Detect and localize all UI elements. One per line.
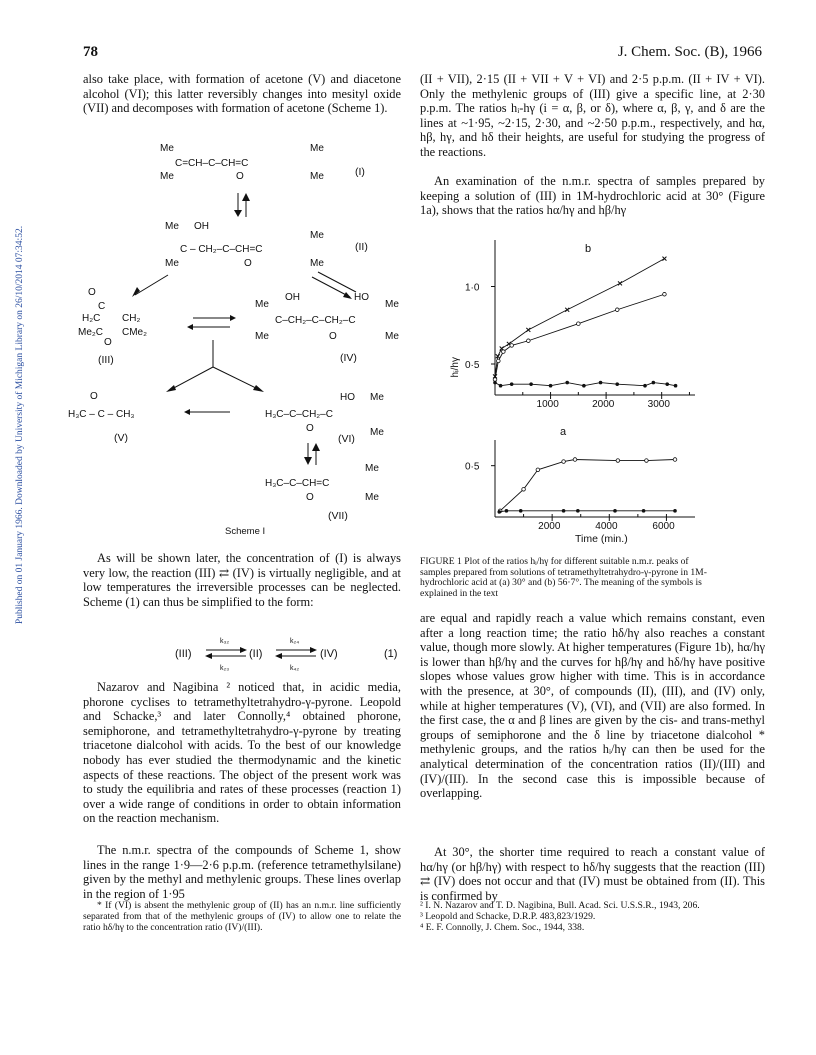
data-point <box>652 381 656 385</box>
data-point <box>549 384 553 388</box>
eq-number: (1) <box>384 648 398 660</box>
series-line <box>495 259 664 377</box>
right-paragraph-4: At 30°, the shorter time required to reach a constant value of hα/hγ (or hβ/hγ) with respect to hδ/hγ suggests that the reaction (III) ⇄ (IV) does not occur and that (IV) must be obtained from (II). This is confirmed by <box>420 845 765 903</box>
data-point <box>562 460 566 464</box>
chem-text: O <box>90 391 98 402</box>
data-point <box>536 468 540 472</box>
chem-text: Me <box>370 427 384 438</box>
left-paragraph-3: Nazarov and Nagibina ² noticed that, in acidic media, phorone cyclises to tetramethyltetrahydro-γ-pyrone. Leopold and Schacke,³ and later Connolly,⁴ obtained phorone, semiphorone, and tetramethyltetrahydro-γ-pyrone by treating triacetone dialcohol with acids. To the best of our knowledge nobody has ever studied the thermodynamic and the kinetic aspects of these reactions. The object of the present work was to study the equilibria and rates of these processes (reaction 1) over a wide range of conditions in order to obtain information on the reaction mechanism. <box>83 680 401 826</box>
y-tick-label: 0·5 <box>465 360 480 371</box>
data-point <box>599 381 603 385</box>
chem-text: H₃C–C–CH=C <box>265 478 330 489</box>
data-point <box>665 382 669 386</box>
series-line <box>495 294 664 379</box>
chem-text: H₃C–C–CH₂–C <box>265 409 333 420</box>
chem-text: Me <box>385 299 399 310</box>
x-tick-label: 1000 <box>536 399 559 410</box>
chem-text: H₃C – C – CH₃ <box>68 409 135 420</box>
chem-text: Me <box>370 392 384 403</box>
panel-label: b <box>585 243 592 255</box>
data-point <box>519 509 523 513</box>
left-paragraph-4: The n.m.r. spectra of the compounds of Scheme 1, show lines in the range 1·9—2·6 p.p.m. (reference tetramethylsilane) given by the methyl and methylenic groups. These lines overlap in the region of 1·95 <box>83 843 401 901</box>
chem-text: O <box>104 337 112 348</box>
data-point <box>562 509 566 513</box>
chem-text: OH <box>285 292 300 303</box>
x-tick-label: 3000 <box>647 399 670 410</box>
data-point <box>527 339 531 343</box>
data-point <box>643 384 647 388</box>
right-paragraph-3: are equal and rapidly reach a value which remains constant, even after a long reaction time; the ratio hδ/hγ also reaches a constant value, though more slowly. At higher temperatures (Figure 1b), hα/hγ is lower than hβ/hγ and the curves for hβ/hγ and hδ/hγ have positive slopes whose values grow higher with time. This is in accordance with the presence, at 30°, of compounds (II), (III), and (IV) only, while at higher temperatures (V), (VI), and (VII) are also formed. In the first case, the α and β lines are given by the cis- and trans-methyl groups of semiphorone and the δ line by triacetone dialcohol * methylenic groups, and the ratios hᵢ/hγ can then be used for the analytical determination of the concentration ratios (II)/(III) and (IV)/(III). In the second case this is impossible because of overlapping. <box>420 611 765 801</box>
chem-text: HO <box>354 292 369 303</box>
eq-IV: (IV) <box>320 648 338 660</box>
data-point <box>505 509 509 513</box>
x-axis-label: Time (min.) <box>575 533 628 545</box>
provenance-text: Published on 01 January 1966. Downloaded by University of Michigan Library on 26/10/2014 07:34:52. <box>15 225 25 625</box>
scheme-1 <box>68 135 410 537</box>
footnote: * If (VI) is absent the methylenic group of (II) has an n.m.r. line sufficiently separated from that of the methylenic groups of (IV) to allow one to relate the ratio hδ/hγ to the concentration ratio (IV)/(III). <box>83 900 401 933</box>
chem-text: CMe₂ <box>122 327 147 338</box>
figure-caption: FIGURE 1 Plot of the ratios hᵢ/hγ for different suitable n.m.r. peaks of samples prepared from solutions of tetramethyltetrahydro-γ-pyrone in 1M-hydrochloric acid at (a) 30° and (b) 56·7°. The meaning of the symbols is explained in the text <box>420 556 707 599</box>
data-point <box>616 459 620 463</box>
sidebar-provenance <box>0 0 25 1055</box>
chem-text: Me <box>255 299 269 310</box>
data-point <box>645 459 649 463</box>
chem-text: Me <box>160 171 174 182</box>
data-point <box>674 384 678 388</box>
chem-text: C <box>98 301 106 312</box>
data-point <box>613 509 617 513</box>
eq-III: (III) <box>175 648 192 660</box>
data-point <box>577 322 581 326</box>
right-paragraph-1: (II + VII), 2·15 (II + VII + V + VI) and 2·5 p.p.m. (II + IV + VI). Only the methylenic groups of (III) give a specific line, at 2·30 p.p.m. The ratios hᵢ-hγ (i = α, β, or δ), where α, β, γ, and δ are the lines at ~1·95, ~2·15, 2·30, and ~2·50 p.p.m., respectively, and hα, hβ, hγ, and hδ their heights, are useful for studying the progress of the reactions. <box>420 72 765 159</box>
chem-text: OH <box>194 221 209 232</box>
data-point <box>522 487 526 491</box>
chem-text: O <box>306 492 314 503</box>
left-paragraph-1: also take place, with formation of acetone (V) and diacetone alcohol (VI); this latter reversibly changes into mesityl oxide (VII) and decomposes with formation of acetone (Scheme 1). <box>83 72 401 116</box>
page-number: 78 <box>83 44 98 60</box>
ref-2: ² I. N. Nazarov and T. D. Nagibina, Bull. Acad. Sci. U.S.S.R., 1943, 206. <box>420 900 700 911</box>
data-point <box>663 292 667 296</box>
panel-label: a <box>560 426 567 438</box>
k23: k₂₃ <box>220 665 230 672</box>
ref-4: ⁴ E. F. Connolly, J. Chem. Soc., 1944, 338. <box>420 922 585 933</box>
data-point <box>573 458 577 462</box>
label-VII: (VII) <box>328 510 348 522</box>
data-point <box>615 382 619 386</box>
eq-II: (II) <box>249 648 263 660</box>
equation-1 <box>170 634 400 674</box>
chem-text: O <box>236 171 244 182</box>
chem-text: Me <box>165 258 179 269</box>
chem-text: O <box>244 258 252 269</box>
data-point <box>576 509 580 513</box>
chem-text: Me <box>310 171 324 182</box>
label-V: (V) <box>114 432 128 444</box>
data-point <box>615 308 619 312</box>
chem-text: Me <box>165 221 179 232</box>
data-point <box>510 344 514 348</box>
chem-text: C=CH–C–CH=C <box>175 158 249 169</box>
chem-text: C–CH₂–C–CH₂–C <box>275 315 356 326</box>
k32: k₃₂ <box>220 638 230 645</box>
x-tick-label: 4000 <box>595 521 618 532</box>
data-point <box>582 384 586 388</box>
references <box>420 900 765 933</box>
journal-reference: J. Chem. Soc. (B), 1966 <box>617 44 762 60</box>
data-point <box>510 382 514 386</box>
chem-text: CH₂ <box>122 313 141 324</box>
figure-1 <box>420 225 740 555</box>
chem-text: O <box>88 287 96 298</box>
y-tick-label: 1·0 <box>465 282 480 294</box>
chem-text: Me <box>310 230 324 241</box>
data-point <box>502 350 506 354</box>
chem-text: O <box>329 331 337 342</box>
label-II: (II) <box>355 241 368 253</box>
label-I: (I) <box>355 166 365 178</box>
series-line <box>499 511 675 512</box>
chem-text: H₂C <box>82 313 101 324</box>
label-VI: (VI) <box>338 433 355 445</box>
label-III: (III) <box>98 354 114 366</box>
chem-text: Me <box>385 331 399 342</box>
series-line <box>500 460 675 511</box>
y-axis-label: hᵢ/hγ <box>450 357 461 378</box>
data-point <box>642 509 646 513</box>
data-point <box>493 378 497 382</box>
chem-text: Me <box>160 143 174 154</box>
chem-text: Me₂C <box>78 327 103 338</box>
chem-text: Me <box>365 492 379 503</box>
label-IV: (IV) <box>340 352 357 364</box>
data-point <box>673 509 677 513</box>
data-point <box>499 384 503 388</box>
k24: k₂₄ <box>290 638 300 645</box>
ref-3: ³ Leopold and Schacke, D.R.P. 483,823/1929. <box>420 911 596 922</box>
chem-text: Me <box>310 143 324 154</box>
data-point <box>497 359 501 363</box>
chem-text: C – CH₂–C–CH=C <box>180 244 263 255</box>
data-point <box>565 381 569 385</box>
chem-text: Me <box>255 331 269 342</box>
data-point <box>529 382 533 386</box>
chem-text: Me <box>310 258 324 269</box>
data-point <box>497 510 501 514</box>
left-paragraph-2: As will be shown later, the concentration of (I) is always very low, the reaction (III) ⇄ (IV) is virtually negligible, and at low temperatures the irreversible processes can be neglected. Scheme (1) can thus be simplified to the form: <box>83 551 401 609</box>
x-tick-label: 2000 <box>592 399 615 410</box>
scheme-caption: Scheme I <box>225 526 266 537</box>
data-point <box>493 381 497 385</box>
chem-text: HO <box>340 392 355 403</box>
right-paragraph-2: An examination of the n.m.r. spectra of samples prepared by keeping a solution of (III) in 1M-hydrochloric acid at 30° (Figure 1a), shows that the ratios hα/hγ and hβ/hγ <box>420 174 765 218</box>
data-point <box>673 458 677 462</box>
x-tick-label: 2000 <box>538 521 561 532</box>
chem-text: O <box>306 423 314 434</box>
x-tick-label: 6000 <box>652 521 675 532</box>
y-tick-label: 0·5 <box>465 461 480 473</box>
chem-text: Me <box>365 463 379 474</box>
k42: k₄₂ <box>290 665 300 672</box>
